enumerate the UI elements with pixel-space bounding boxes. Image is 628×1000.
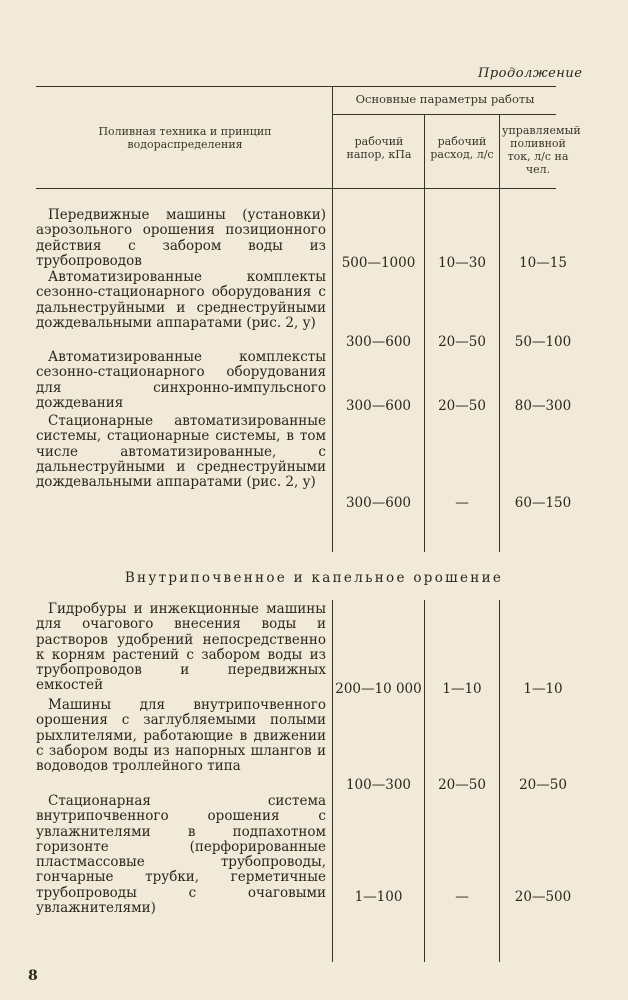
col-divider-1-top xyxy=(332,86,333,552)
cell-controlled: 1—10 xyxy=(523,681,563,697)
table-row xyxy=(36,602,326,694)
header-bottom-rule xyxy=(36,188,556,189)
cell-flow: — xyxy=(455,495,469,511)
cell-pressure: 300—600 xyxy=(345,334,412,350)
cell-flow: 20—50 xyxy=(438,777,486,793)
table-row xyxy=(36,414,326,490)
row-description: Гидробуры и инжекционные машины для очагового внесения воды и растворов удобрений непосредственно к корням растений с забором воды из трубопроводов и передвижных емкостей xyxy=(36,601,326,694)
section-title: Внутрипочвенное и капельное орошение xyxy=(124,570,504,586)
row-description: Стационарная система внутрипочвенного орошения с увлажнителями в подпахотном горизонте (перфорированные пластмассовые трубопроводы, гончарные трубки, герметичные трубопроводы с очаговыми увлажнителями) xyxy=(36,793,326,917)
cell-flow: 20—50 xyxy=(438,334,486,350)
header-controlled: управляемый поливной ток, л/с на чел. xyxy=(502,124,581,176)
cell-controlled: 20—50 xyxy=(519,777,567,793)
col-divider-3-top xyxy=(499,114,500,552)
cell-flow: 20—50 xyxy=(438,398,486,414)
cell-flow: 1—10 xyxy=(442,681,482,697)
cell-pressure: 500—1000 xyxy=(341,255,416,271)
col-divider-2-top xyxy=(424,114,425,552)
cell-controlled: 20—500 xyxy=(514,889,572,905)
row-description: Автоматизированные комплексты сезонно-стационарного оборудования для синхронно-импульсного дождевания xyxy=(36,349,326,411)
row-description: Передвижные машины (установки) аэрозольного орошения позиционного действия с забором воды из трубопроводов xyxy=(36,207,326,269)
cell-pressure: 300—600 xyxy=(345,398,412,414)
table-top-rule xyxy=(36,86,556,87)
table-row xyxy=(36,698,326,774)
table-row xyxy=(36,350,326,411)
row-description: Автоматизированные комплекты сезонно-стационарного оборудования с дальнеструйными и среднеструйными дождевальными аппаратами (рис. 2, у) xyxy=(36,269,326,331)
page-number: 8 xyxy=(28,968,38,984)
table-row xyxy=(36,270,326,331)
table-row xyxy=(36,208,326,269)
header-params-group: Основные параметры работы xyxy=(355,92,535,106)
header-tech-col: Поливная техника и принцип водораспределения xyxy=(98,125,272,151)
cell-controlled: 60—150 xyxy=(514,495,572,511)
cell-flow: — xyxy=(455,889,469,905)
row-description: Стационарные автоматизированные системы, стационарные системы, в том числе автоматизированные, с дальнеструйными и среднеструйными дождевальными аппаратами (рис. 2, у) xyxy=(36,413,326,491)
cell-pressure: 100—300 xyxy=(345,777,412,793)
cell-pressure: 300—600 xyxy=(345,495,412,511)
params-group-rule xyxy=(333,114,556,115)
cell-pressure: 1—100 xyxy=(354,889,403,905)
header-flow: рабочий расход, л/с xyxy=(430,135,494,161)
cell-controlled: 80—300 xyxy=(514,398,572,414)
table-row xyxy=(36,794,326,916)
row-description: Машины для внутрипочвенного орошения с заглубляемыми полыми рыхлителями, работающие в движении с забором воды из напорных шлангов и водоводов троллейного типа xyxy=(36,697,326,775)
continuation-label: Продолжение xyxy=(478,66,583,81)
cell-pressure: 200—10 000 xyxy=(335,681,422,697)
cell-controlled: 10—15 xyxy=(519,255,567,271)
cell-controlled: 50—100 xyxy=(514,334,572,350)
header-pressure: рабочий напор, кПа xyxy=(346,135,412,161)
cell-flow: 10—30 xyxy=(438,255,486,271)
